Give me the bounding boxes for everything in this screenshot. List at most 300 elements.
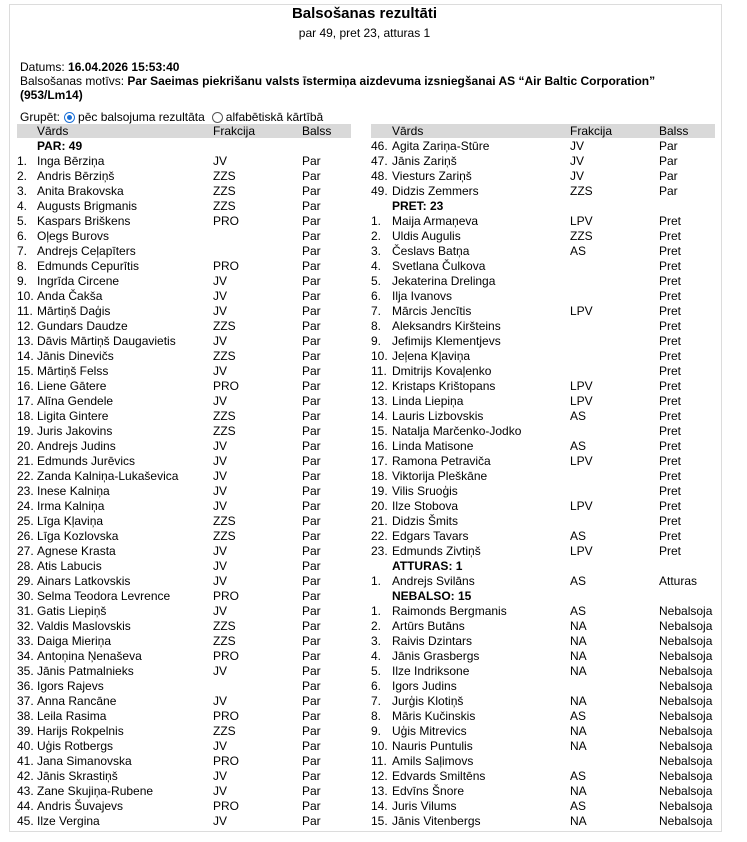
- table-row: [17, 289, 351, 304]
- table-row: [371, 349, 715, 364]
- table-row: [17, 259, 351, 274]
- deputy-name: Jurģis Klotiņš: [392, 694, 464, 708]
- deputy-name: Valdis Maslovskis: [37, 619, 131, 633]
- row-number: 47.: [371, 154, 388, 168]
- deputy-name: Uģis Mitrevics: [392, 724, 467, 738]
- vote-value: Pret: [659, 484, 682, 498]
- row-number: 11.: [371, 364, 387, 378]
- vote-value: Par: [302, 529, 321, 543]
- faction: JV: [213, 559, 228, 573]
- table-row: [17, 529, 351, 544]
- group-label: PRET: 23: [392, 199, 444, 213]
- deputy-name: Augusts Brigmanis: [37, 199, 138, 213]
- group-label: PAR: 49: [37, 139, 83, 153]
- deputy-name: Anda Čakša: [37, 289, 103, 303]
- table-row: [17, 484, 351, 499]
- table-row: [371, 259, 715, 274]
- faction: ZZS: [213, 319, 236, 333]
- deputy-name: Ramona Petraviča: [392, 454, 491, 468]
- table-row: [371, 364, 715, 379]
- vote-value: Par: [302, 484, 321, 498]
- table-row: [371, 784, 715, 799]
- deputy-name: Anita Brakovska: [37, 184, 124, 198]
- deputy-name: Oļegs Burovs: [37, 229, 110, 243]
- row-number: 27.: [17, 544, 34, 558]
- faction: JV: [213, 439, 228, 453]
- vote-value: Par: [302, 364, 321, 378]
- vote-value: Par: [302, 649, 321, 663]
- row-number: 35.: [17, 664, 34, 678]
- header-faction: Frakcija: [213, 124, 256, 138]
- deputy-name: Ilja Ivanovs: [392, 289, 453, 303]
- row-number: 14.: [371, 799, 388, 813]
- table-row: [371, 274, 715, 289]
- table-row: [371, 529, 715, 544]
- deputy-name: Ainars Latkovskis: [37, 574, 131, 588]
- vote-value: Nebalsoja: [659, 799, 713, 813]
- faction: JV: [213, 664, 228, 678]
- row-number: 22.: [371, 529, 388, 543]
- vote-value: Par: [302, 334, 321, 348]
- faction: JV: [570, 169, 585, 183]
- vote-value: Par: [302, 574, 321, 588]
- row-number: 4.: [371, 259, 382, 273]
- deputy-name: Jānis Skrastiņš: [37, 769, 118, 783]
- deputy-name: Igors Rajevs: [37, 679, 104, 693]
- faction: PRO: [213, 214, 240, 228]
- row-number: 33.: [17, 634, 34, 648]
- deputy-name: Līga Kļaviņa: [37, 514, 104, 528]
- vote-value: Par: [302, 304, 321, 318]
- deputy-name: Jānis Grasbergs: [392, 649, 480, 663]
- table-row: [371, 139, 715, 154]
- deputy-name: Aleksandrs Kiršteins: [392, 319, 501, 333]
- deputy-name: Harijs Rokpelnis: [37, 724, 124, 738]
- deputy-name: Edmunds Jurēvics: [37, 454, 136, 468]
- table-row: [17, 214, 351, 229]
- faction: NA: [570, 724, 587, 738]
- faction: JV: [213, 304, 228, 318]
- table-row: [17, 409, 351, 424]
- faction: ZZS: [213, 169, 236, 183]
- row-number: 7.: [371, 304, 382, 318]
- vote-value: Par: [302, 214, 321, 228]
- deputy-name: Edmunds Cepurītis: [37, 259, 140, 273]
- table-row: [17, 589, 351, 604]
- deputy-name: Jefimijs Klementjevs: [392, 334, 501, 348]
- vote-value: Par: [659, 169, 678, 183]
- table-row: [371, 499, 715, 514]
- deputy-name: Edvards Smiltēns: [392, 769, 486, 783]
- faction: JV: [213, 574, 228, 588]
- table-row: [17, 544, 351, 559]
- faction: JV: [213, 364, 228, 378]
- table-row: [17, 784, 351, 799]
- table-row: [371, 604, 715, 619]
- group-by-result-radio[interactable]: [64, 112, 75, 123]
- row-number: 2.: [371, 229, 382, 243]
- row-number: 10.: [371, 739, 388, 753]
- faction: AS: [570, 439, 587, 453]
- deputy-name: Ilze Stobova: [392, 499, 459, 513]
- faction: JV: [213, 289, 228, 303]
- deputy-name: Andrejs Svilāns: [392, 574, 475, 588]
- deputy-name: Jeļena Kļaviņa: [392, 349, 471, 363]
- vote-value: Nebalsoja: [659, 664, 713, 678]
- group-alphabetical-label[interactable]: alfabētiskā kārtībā: [225, 110, 324, 124]
- vote-value: Pret: [659, 469, 682, 483]
- deputy-name: Daiga Mieriņa: [37, 634, 112, 648]
- table-row: [17, 169, 351, 184]
- vote-value: Pret: [659, 349, 682, 363]
- table-row: [371, 634, 715, 649]
- row-number: 11.: [371, 754, 387, 768]
- faction: PRO: [213, 259, 240, 273]
- vote-value: Par: [302, 319, 321, 333]
- vote-value: Nebalsoja: [659, 649, 713, 663]
- deputy-name: Andrejs Ceļapīters: [37, 244, 136, 258]
- vote-value: Pret: [659, 274, 682, 288]
- row-number: 23.: [371, 544, 388, 558]
- vote-value: Par: [302, 274, 321, 288]
- date-line: [20, 60, 710, 74]
- deputy-name: Raimonds Bergmanis: [392, 604, 507, 618]
- deputy-name: Māris Kučinskis: [392, 709, 476, 723]
- grouping-control: [20, 109, 323, 125]
- row-number: 38.: [17, 709, 34, 723]
- faction: NA: [570, 634, 587, 648]
- table-row: [371, 379, 715, 394]
- table-row: [17, 769, 351, 784]
- deputy-name: Natalja Marčenko-Jodko: [392, 424, 522, 438]
- deputy-name: Ingrīda Circene: [37, 274, 120, 288]
- faction: LPV: [570, 499, 593, 513]
- vote-value: Nebalsoja: [659, 724, 713, 738]
- vote-group-heading: [371, 589, 715, 604]
- row-number: 46.: [371, 139, 388, 153]
- deputy-name: Jana Simanovska: [37, 754, 132, 768]
- deputy-name: Maija Armaņeva: [392, 214, 479, 228]
- vote-value: Pret: [659, 304, 682, 318]
- deputy-name: Gatis Liepiņš: [37, 604, 107, 618]
- deputy-name: Linda Matisone: [392, 439, 474, 453]
- vote-value: Pret: [659, 514, 682, 528]
- table-row: [17, 709, 351, 724]
- faction: AS: [570, 709, 587, 723]
- table-row: [371, 169, 715, 184]
- row-number: 17.: [17, 394, 34, 408]
- vote-value: Par: [302, 544, 321, 558]
- faction: AS: [570, 604, 587, 618]
- vote-value: Pret: [659, 259, 682, 273]
- vote-value: Pret: [659, 379, 682, 393]
- table-row: [17, 304, 351, 319]
- row-number: 23.: [17, 484, 34, 498]
- faction: JV: [213, 469, 228, 483]
- deputy-name: Andris Šuvajevs: [37, 799, 124, 813]
- vote-value: Pret: [659, 319, 682, 333]
- row-number: 3.: [371, 244, 382, 258]
- deputy-name: Liene Gātere: [37, 379, 107, 393]
- faction: NA: [570, 619, 587, 633]
- deputy-name: Atis Labucis: [37, 559, 102, 573]
- vote-value: Nebalsoja: [659, 769, 713, 783]
- row-number: 45.: [17, 814, 34, 828]
- vote-value: Pret: [659, 334, 682, 348]
- faction: PRO: [213, 799, 240, 813]
- faction: ZZS: [570, 229, 593, 243]
- faction: AS: [570, 799, 587, 813]
- table-row: [371, 469, 715, 484]
- header-vote: Balss: [659, 124, 689, 138]
- vote-summary: par 49, pret 23, atturas 1: [298, 26, 431, 40]
- table-header-right: [371, 124, 715, 138]
- page-title: Balsošanas rezultāti: [291, 5, 438, 22]
- faction: ZZS: [213, 514, 236, 528]
- table-row: [371, 679, 715, 694]
- deputy-name: Jekaterina Drelinga: [392, 274, 496, 288]
- vote-value: Par: [302, 514, 321, 528]
- deputy-name: Lauris Lizbovskis: [392, 409, 484, 423]
- table-row: [17, 664, 351, 679]
- table-row: [371, 649, 715, 664]
- table-row: [17, 649, 351, 664]
- row-number: 9.: [17, 274, 28, 288]
- faction: LPV: [570, 304, 593, 318]
- deputy-name: Vilis Sruoģis: [392, 484, 458, 498]
- vote-value: Par: [302, 679, 321, 693]
- table-row: [371, 214, 715, 229]
- faction: ZZS: [213, 184, 236, 198]
- table-row: [371, 814, 715, 829]
- vote-value: Nebalsoja: [659, 754, 713, 768]
- faction: ZZS: [213, 634, 236, 648]
- table-row: [17, 604, 351, 619]
- deputy-name: Svetlana Čulkova: [392, 259, 486, 273]
- deputy-name: Līga Kozlovska: [37, 529, 119, 543]
- faction: JV: [213, 394, 228, 408]
- table-row: [17, 319, 351, 334]
- row-number: 19.: [17, 424, 34, 438]
- faction: PRO: [213, 589, 240, 603]
- row-number: 20.: [17, 439, 34, 453]
- table-row: [371, 154, 715, 169]
- deputy-name: Zanda Kalniņa-Lukaševica: [37, 469, 179, 483]
- row-number: 13.: [17, 334, 34, 348]
- faction: ZZS: [213, 529, 236, 543]
- vote-value: Pret: [659, 439, 682, 453]
- faction: JV: [213, 334, 228, 348]
- vote-value: Par: [302, 664, 321, 678]
- faction: ZZS: [213, 349, 236, 363]
- table-row: [17, 454, 351, 469]
- row-number: 6.: [371, 679, 382, 693]
- header-name: Vārds: [37, 124, 69, 138]
- row-number: 9.: [371, 724, 382, 738]
- row-number: 4.: [17, 199, 28, 213]
- table-row: [371, 244, 715, 259]
- vote-value: Nebalsoja: [659, 604, 713, 618]
- faction: LPV: [570, 379, 593, 393]
- date-label: Datums:: [20, 60, 65, 74]
- table-row: [17, 574, 351, 589]
- vote-value: Par: [302, 559, 321, 573]
- row-number: 5.: [17, 214, 28, 228]
- deputy-name: Inese Kalniņa: [37, 484, 110, 498]
- faction: ZZS: [213, 199, 236, 213]
- faction: JV: [570, 154, 585, 168]
- table-row: [17, 469, 351, 484]
- faction: ZZS: [213, 724, 236, 738]
- deputy-name: Uldis Augulis: [392, 229, 461, 243]
- row-number: 14.: [17, 349, 34, 363]
- table-row: [17, 274, 351, 289]
- deputy-name: Ilze Vergina: [37, 814, 100, 828]
- row-number: 13.: [371, 784, 388, 798]
- table-row: [17, 244, 351, 259]
- deputy-name: Nauris Puntulis: [392, 739, 473, 753]
- row-number: 18.: [17, 409, 34, 423]
- vote-value: Par: [302, 724, 321, 738]
- deputy-name: Dāvis Mārtiņš Daugavietis: [37, 334, 176, 348]
- motive-label: Balsošanas motīvs:: [20, 74, 125, 88]
- faction: LPV: [570, 454, 593, 468]
- table-row: [371, 319, 715, 334]
- faction: JV: [213, 604, 228, 618]
- vote-value: Pret: [659, 409, 682, 423]
- vote-value: Par: [302, 739, 321, 753]
- deputy-name: Ligita Gintere: [37, 409, 109, 423]
- table-row: [17, 619, 351, 634]
- row-number: 26.: [17, 529, 34, 543]
- row-number: 18.: [371, 469, 388, 483]
- deputy-name: Alīna Gendele: [37, 394, 114, 408]
- row-number: 1.: [17, 154, 28, 168]
- deputy-name: Artūrs Butāns: [392, 619, 465, 633]
- deputy-name: Viktorija Pleškāne: [392, 469, 488, 483]
- vote-value: Par: [659, 154, 678, 168]
- table-row: [371, 439, 715, 454]
- row-number: 21.: [371, 514, 388, 528]
- group-label: ATTURAS: 1: [392, 559, 463, 573]
- faction: ZZS: [570, 184, 593, 198]
- group-by-result-label[interactable]: pēc balsojuma rezultāta: [78, 110, 205, 124]
- table-row: [371, 409, 715, 424]
- row-number: 37.: [17, 694, 34, 708]
- deputy-name: Juris Jakovins: [37, 424, 113, 438]
- vote-value: Par: [302, 439, 321, 453]
- motive-value: Par Saeimas piekrišanu valsts īstermiņa aizdevuma izsniegšanai AS “Air Baltic Corporation” (953/Lm14): [20, 74, 656, 102]
- deputy-name: Gundars Daudze: [37, 319, 128, 333]
- vote-value: Par: [302, 409, 321, 423]
- vote-value: Par: [302, 589, 321, 603]
- motive-line: [20, 74, 710, 102]
- vote-value: Nebalsoja: [659, 784, 713, 798]
- row-number: 31.: [17, 604, 34, 618]
- vote-value: Nebalsoja: [659, 709, 713, 723]
- deputy-name: Igors Judins: [392, 679, 457, 693]
- table-row: [17, 814, 351, 829]
- vote-value: Par: [659, 184, 678, 198]
- table-row: [17, 154, 351, 169]
- faction: NA: [570, 649, 587, 663]
- deputy-name: Didzis Zemmers: [392, 184, 479, 198]
- vote-value: Par: [302, 499, 321, 513]
- header-vote: Balss: [302, 124, 332, 138]
- row-number: 8.: [371, 709, 382, 723]
- table-row: [371, 694, 715, 709]
- faction: JV: [213, 274, 228, 288]
- vote-value: Par: [302, 604, 321, 618]
- vote-value: Par: [302, 349, 321, 363]
- row-number: 25.: [17, 514, 34, 528]
- row-number: 12.: [371, 769, 388, 783]
- deputy-name: Andrejs Judins: [37, 439, 116, 453]
- table-row: [371, 304, 715, 319]
- faction: LPV: [570, 544, 593, 558]
- row-number: 12.: [17, 319, 34, 333]
- vote-value: Par: [302, 784, 321, 798]
- table-row: [17, 199, 351, 214]
- deputy-name: Jānis Patmalnieks: [37, 664, 134, 678]
- table-row: [371, 544, 715, 559]
- vote-value: Par: [302, 289, 321, 303]
- row-number: 9.: [371, 334, 382, 348]
- vote-value: Pret: [659, 394, 682, 408]
- row-number: 7.: [371, 694, 382, 708]
- deputy-name: Agita Zariņa-Stūre: [392, 139, 490, 153]
- vote-value: Par: [302, 694, 321, 708]
- group-alphabetical-radio[interactable]: [212, 112, 223, 123]
- deputy-name: Didzis Šmits: [392, 514, 459, 528]
- row-number: 30.: [17, 589, 34, 603]
- row-number: 3.: [17, 184, 28, 198]
- faction: JV: [213, 784, 228, 798]
- table-row: [17, 439, 351, 454]
- deputy-name: Kristaps Krištopans: [392, 379, 496, 393]
- table-row: [371, 709, 715, 724]
- deputy-name: Juris Vilums: [392, 799, 457, 813]
- deputy-name: Edmunds Zivtiņš: [392, 544, 481, 558]
- table-row: [371, 664, 715, 679]
- faction: AS: [570, 574, 587, 588]
- deputy-name: Inga Bērziņa: [37, 154, 105, 168]
- faction: LPV: [570, 214, 593, 228]
- vote-value: Par: [302, 199, 321, 213]
- vote-value: Pret: [659, 214, 682, 228]
- row-number: 32.: [17, 619, 34, 633]
- vote-value: Par: [302, 394, 321, 408]
- row-number: 10.: [371, 349, 388, 363]
- row-number: 43.: [17, 784, 34, 798]
- row-number: 40.: [17, 739, 34, 753]
- vote-value: Atturas: [659, 574, 698, 588]
- row-number: 28.: [17, 559, 34, 573]
- faction: ZZS: [213, 424, 236, 438]
- row-number: 48.: [371, 169, 388, 183]
- vote-value: Par: [302, 244, 321, 258]
- deputy-name: Agnese Krasta: [37, 544, 116, 558]
- vote-value: Par: [302, 814, 321, 828]
- vote-value: Par: [302, 454, 321, 468]
- faction: JV: [213, 769, 228, 783]
- row-number: 17.: [371, 454, 388, 468]
- vote-value: Par: [302, 799, 321, 813]
- deputy-name: Mārcis Jencītis: [392, 304, 472, 318]
- faction: ZZS: [213, 619, 236, 633]
- row-number: 12.: [371, 379, 388, 393]
- faction: NA: [570, 784, 587, 798]
